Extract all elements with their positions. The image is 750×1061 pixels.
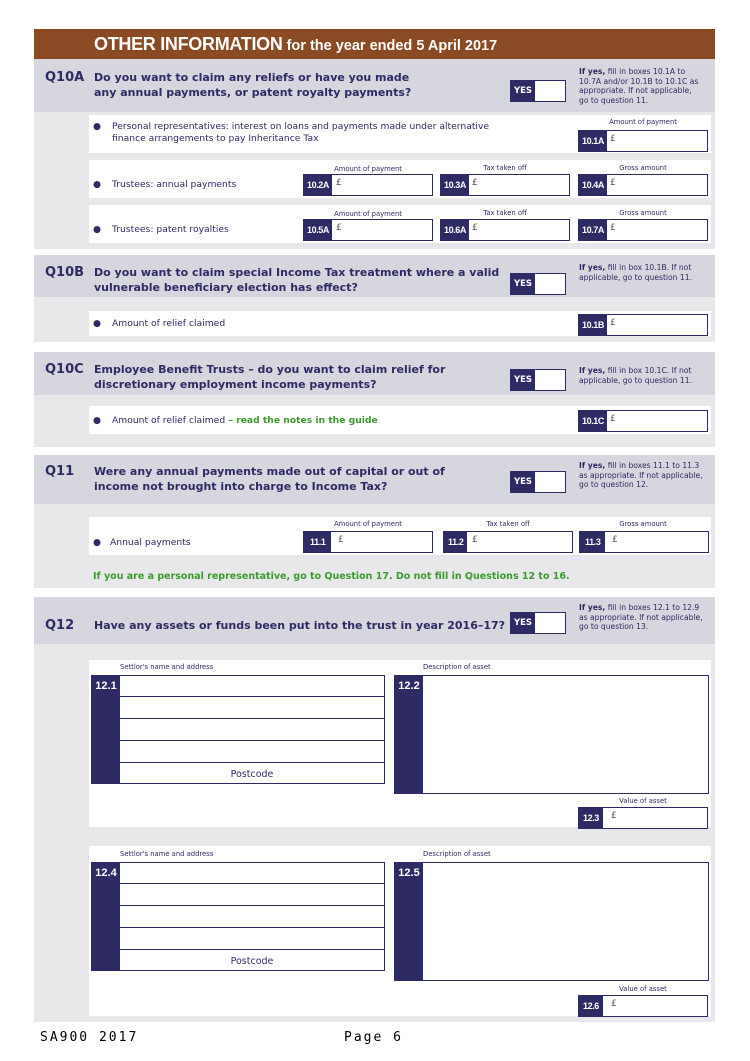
- box-12-5[interactable]: 12.5: [394, 862, 709, 981]
- q10a-row2-label: Trustees: annual payments: [112, 179, 237, 190]
- box-11-2[interactable]: 11.2 £: [443, 531, 573, 553]
- caption-description: Description of asset: [423, 850, 491, 858]
- q10b-row-label: Amount of relief claimed: [112, 318, 226, 329]
- box-10-5a[interactable]: 10.5A £: [303, 219, 433, 241]
- caption-value: Value of asset: [619, 797, 667, 805]
- q10c-row-label: Amount of relief claimed – read the notes in the guide: [112, 415, 378, 426]
- caption-tax: Tax taken off: [483, 209, 527, 217]
- box-10-6a[interactable]: 10.6A £: [440, 219, 570, 241]
- q10b-yes-box[interactable]: YES: [510, 273, 566, 295]
- bullet: ●: [93, 537, 102, 548]
- bullet: ●: [93, 179, 102, 190]
- caption-tax: Tax taken off: [483, 164, 527, 172]
- box-10-3a[interactable]: 10.3A £: [440, 174, 570, 196]
- caption-gross: Gross amount: [619, 209, 667, 217]
- postcode-label: Postcode: [230, 769, 274, 780]
- q10a-row1-label: Personal representatives: interest on loans and payments made under alternative finance arrangements to pay Inheritance Tax: [112, 121, 490, 144]
- page-number: Page 6: [344, 1030, 403, 1045]
- section-title: OTHER INFORMATION for the year ended 5 April 2017: [94, 34, 498, 54]
- q12-question: Have any assets or funds been put into the trust in year 2016–17?: [94, 619, 506, 632]
- q11-row-label: Annual payments: [110, 537, 191, 548]
- q11-yes-box[interactable]: YES: [510, 471, 566, 493]
- postcode-label: Postcode: [230, 956, 274, 967]
- q12-note: If yes, fill in boxes 12.1 to 12.9 as appropriate. If not applicable, go to question 13.: [579, 603, 703, 631]
- box-12-1[interactable]: 12.1 Postcode: [91, 675, 385, 784]
- bullet: ●: [93, 121, 102, 132]
- caption-amount: Amount of payment: [334, 210, 402, 218]
- q12-yes-box[interactable]: YES: [510, 612, 566, 634]
- box-12-4[interactable]: 12.4 Postcode: [91, 862, 385, 971]
- q10a-row3-label: Trustees: patent royalties: [112, 224, 229, 235]
- caption-amount: Amount of payment: [334, 520, 402, 528]
- q11-note: If yes, fill in boxes 11.1 to 11.3 as appropriate. If not applicable, go to question 12.: [579, 461, 703, 489]
- box-12-3[interactable]: 12.3 £: [578, 807, 708, 829]
- q10a-number: Q10A: [45, 70, 85, 85]
- caption-value: Value of asset: [619, 985, 667, 993]
- caption-description: Description of asset: [423, 663, 491, 671]
- box-10-7a[interactable]: 10.7A £: [578, 219, 708, 241]
- bullet: ●: [93, 318, 102, 329]
- bullet: ●: [93, 224, 102, 235]
- q11-number: Q11: [45, 464, 75, 479]
- q12-number: Q12: [45, 618, 75, 633]
- q10a-question: Do you want to claim any reliefs or have you made any annual payments, or patent royalty payments?: [94, 71, 412, 99]
- caption-settlor: Settlor's name and address: [120, 663, 214, 671]
- q10a-yes-box[interactable]: YES: [510, 80, 566, 102]
- caption-tax: Tax taken off: [486, 520, 530, 528]
- q10c-question: Employee Benefit Trusts – do you want to claim relief for discretionary employment income payments?: [94, 363, 446, 391]
- box-10-4a[interactable]: 10.4A £: [578, 174, 708, 196]
- box-12-2[interactable]: 12.2: [394, 675, 709, 794]
- q11-question: Were any annual payments made out of capital or out of income not brought into charge to Income Tax?: [94, 465, 445, 493]
- q10b-note: If yes, fill in box 10.1B. If not applicable, go to question 11.: [579, 263, 692, 282]
- box-12-6[interactable]: 12.6 £: [578, 995, 708, 1017]
- caption-gross: Gross amount: [619, 520, 667, 528]
- q10b-question: Do you want to claim special Income Tax treatment where a valid vulnerable beneficiary election has effect?: [94, 266, 500, 294]
- q10c-note: If yes, fill in box 10.1C. If not applicable, go to question 11.: [579, 366, 692, 385]
- caption-gross: Gross amount: [619, 164, 667, 172]
- box-10-1a[interactable]: 10.1A £: [578, 130, 708, 152]
- box-11-3[interactable]: 11.3 £: [579, 531, 709, 553]
- q10a-note: If yes, fill in boxes 10.1A to 10.7A and/or 10.1B to 10.1C as appropriate. If not applicable, go to question 11.: [579, 67, 699, 105]
- q10c-yes-box[interactable]: YES: [510, 369, 566, 391]
- bullet: ●: [93, 415, 102, 426]
- box-10-1c[interactable]: 10.1C £: [578, 410, 708, 432]
- q10c-number: Q10C: [45, 362, 84, 377]
- box-11-1[interactable]: 11.1 £: [303, 531, 433, 553]
- q10a-row1-caption: Amount of payment: [609, 118, 677, 126]
- form-reference: SA900 2017: [40, 1030, 139, 1045]
- q10b-number: Q10B: [45, 265, 85, 280]
- box-10-2a[interactable]: 10.2A £: [303, 174, 433, 196]
- caption-amount: Amount of payment: [334, 165, 402, 173]
- q11-personal-rep-note: If you are a personal representative, go to Question 17. Do not fill in Questions 12 to 16.: [93, 571, 570, 582]
- caption-settlor: Settlor's name and address: [120, 850, 214, 858]
- box-10-1b[interactable]: 10.1B £: [578, 314, 708, 336]
